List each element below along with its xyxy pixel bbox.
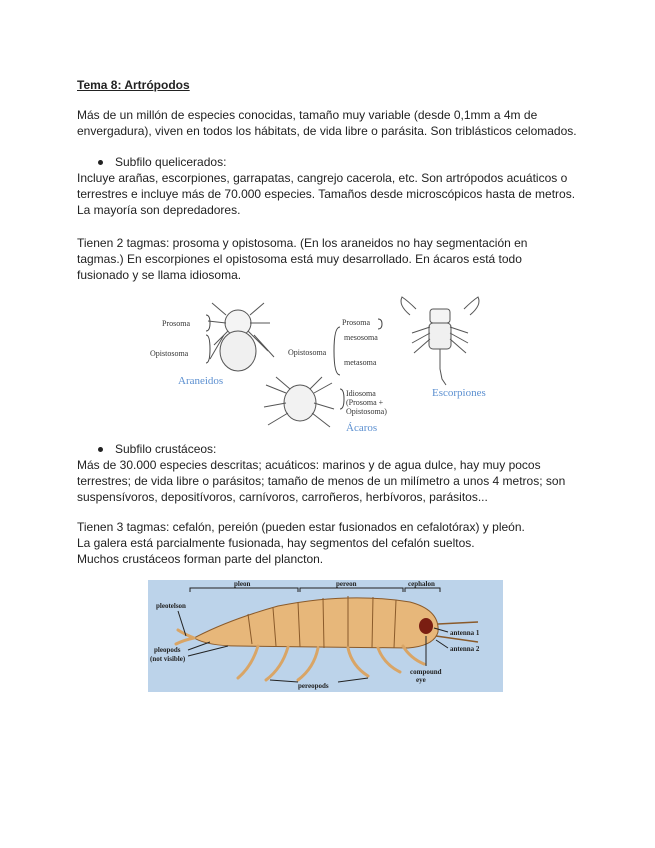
scorpion-prosoma-label: Prosoma	[342, 318, 370, 327]
scorpion-mesosoma-label: mesosoma	[344, 333, 378, 342]
spider-opistosoma-label: Opistosoma	[150, 349, 189, 358]
bullet-crustaceos	[98, 441, 216, 457]
mite-detail-1: (Prosoma +	[346, 398, 384, 407]
scorpion-illustration	[401, 297, 479, 385]
antenna-1-label: antenna 1	[450, 629, 480, 637]
pereon-label: pereon	[336, 580, 357, 588]
spider-prosoma-label: Prosoma	[162, 319, 190, 328]
spider-caption: Araneidos	[178, 375, 224, 387]
pleopods-label: pleopods	[154, 646, 181, 654]
crustaceos-line-3: Muchos crustáceos forman parte del plancton.	[77, 552, 324, 566]
mite-illustration	[264, 377, 334, 427]
chelicerate-figure	[150, 293, 510, 435]
crustaceos-line-1: Tienen 3 tagmas: cefalón, pereión (pueden estar fusionados en cefalotórax) y pleón.	[77, 520, 525, 534]
pleotelson-label: pleotelson	[156, 602, 186, 610]
pleon-label: pleon	[234, 580, 251, 588]
mite-idiosoma-label: Idiosoma	[346, 389, 376, 398]
antenna-2-label: antenna 2	[450, 645, 480, 653]
bullet-quelicerados	[98, 154, 226, 170]
scorpion-metasoma-label: metasoma	[344, 358, 377, 367]
spider-illustration	[208, 303, 274, 371]
mite-detail-2: Opistosoma)	[346, 407, 387, 416]
spider-brace	[206, 315, 210, 363]
bullet-label: Subfilo crustáceos:	[115, 442, 217, 456]
scorpion-caption: Escorpiones	[432, 387, 486, 399]
pleopods-note: (not visible)	[150, 655, 186, 663]
quelicerados-paragraph: Incluye arañas, escorpiones, garrapatas, cangrejo cacerola, etc. Son artrópodos acuáticos o terrestres e incluye más de 70.000 especies. Tamaños desde microscópicos hasta de metros. La mayoría son depredadores.	[77, 171, 576, 217]
mite-brace	[340, 389, 344, 409]
compound-eye-label-2: eye	[416, 676, 426, 684]
bullet-dot-icon	[98, 160, 103, 165]
page-title: Tema 8: Artrópodos	[77, 78, 190, 92]
scorpion-opistosoma-brace	[334, 327, 340, 375]
scorpion-opistosoma-label: Opistosoma	[288, 348, 327, 357]
crustaceos-line-2: La galera está parcialmente fusionada, hay segmentos del cefalón sueltos.	[77, 536, 475, 550]
bullet-label: Subfilo quelicerados:	[115, 155, 227, 169]
cephalon-label: cephalon	[408, 580, 435, 588]
intro-paragraph: Más de un millón de especies conocidas, tamaño muy variable (desde 0,1mm a 4m de envergadura), viven en todos los hábitats, de vida libre o parásita. Son triblásticos celomados.	[77, 108, 577, 138]
crustacean-figure	[148, 580, 503, 692]
crustaceos-paragraph: Más de 30.000 especies descritas; acuáticos: marinos y de agua dulce, hay muy pocos terrestres; de vida libre o parásitos; tamaño de menos de un milímetro a unos 4 metros; son suspensívoros, depositívoros, carnívoros, carroñeros, herbívoros, parásitos...	[77, 458, 566, 504]
scorpion-prosoma-brace	[378, 319, 382, 329]
tagmas-paragraph: Tienen 2 tagmas: prosoma y opistosoma. (En los araneidos no hay segmentación en tagmas.) En escorpiones el opistosoma está muy desarrollado. En ácaros está todo fusionado y se llama idiosoma.	[77, 236, 528, 282]
mite-caption: Ácaros	[346, 422, 378, 434]
pereopods-label: pereopods	[298, 682, 329, 690]
compound-eye-label: compound	[410, 668, 442, 676]
bullet-dot-icon	[98, 447, 103, 452]
